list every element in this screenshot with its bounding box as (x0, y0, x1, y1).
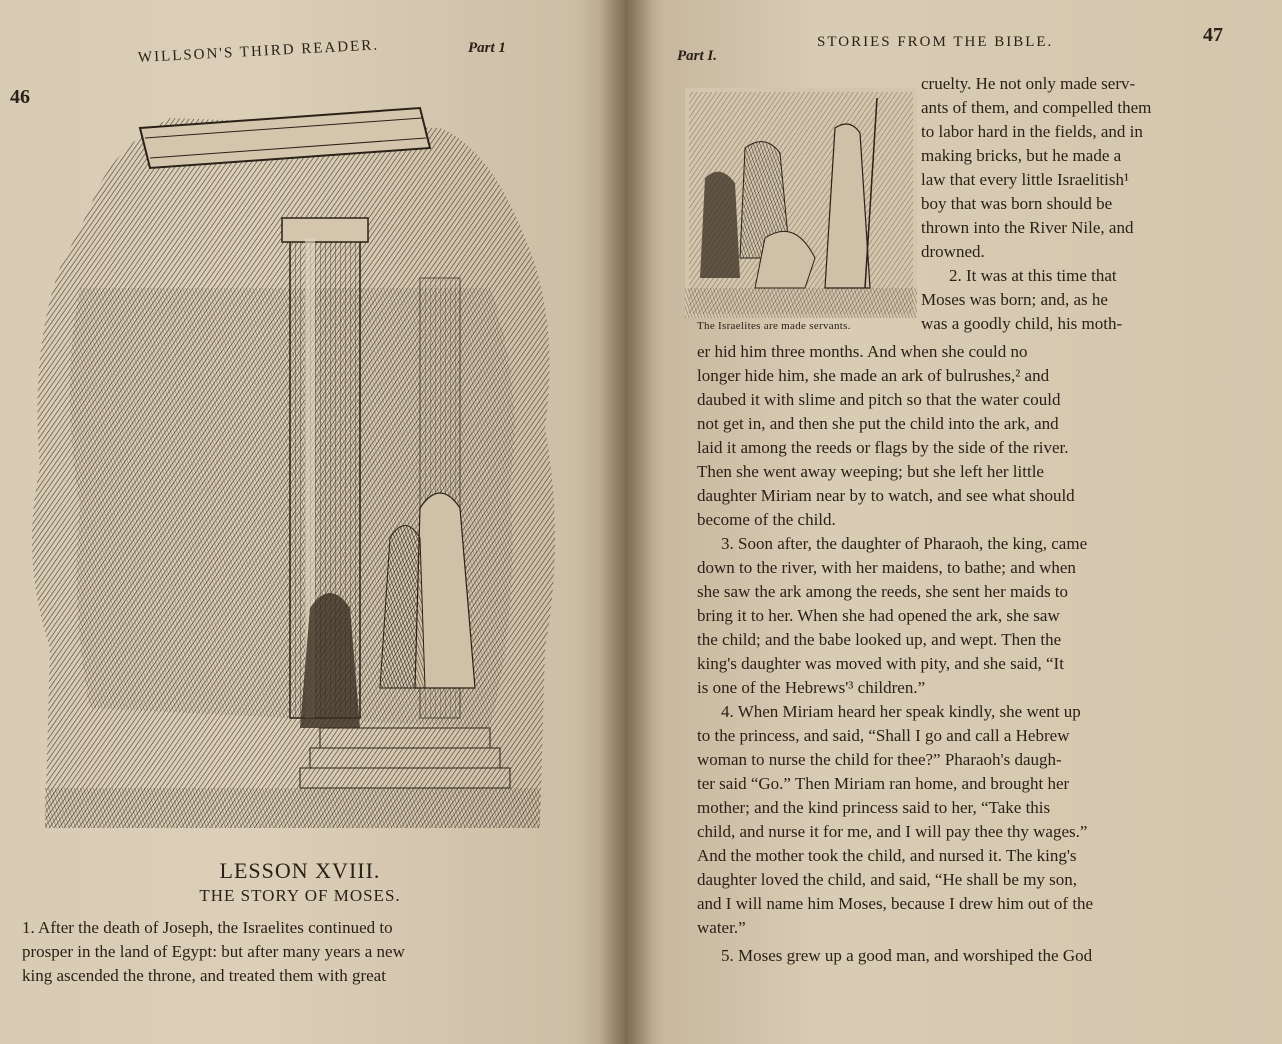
text-line: prosper in the land of Egypt: but after many years a new (22, 942, 405, 961)
text-line: was a goodly child, his moth- (921, 314, 1123, 333)
text-line: not get in, and then she put the child into the ark, and (697, 414, 1059, 433)
text-line: 2. It was at this time that (949, 266, 1117, 285)
text-line: bring it to her. When she had opened the ark, she saw (697, 606, 1060, 625)
body-text-block (697, 340, 1093, 968)
text-line: child, and nurse it for me, and I will pay thee thy wages.” (697, 822, 1088, 841)
text-line: daubed it with slime and pitch so that the water could (697, 390, 1061, 409)
text-line: drowned. (921, 242, 985, 261)
text-line: 3. Soon after, the daughter of Pharaoh, the king, came (721, 534, 1088, 553)
left-running-head: WILLSON'S THIRD READER. (137, 37, 380, 66)
left-page-number: 46 (10, 86, 30, 108)
text-line: And the mother took the child, and nursed it. The king's (697, 846, 1077, 865)
text-line: is one of the Hebrews'³ children.” (697, 678, 926, 697)
text-line: to labor hard in the fields, and in (921, 122, 1143, 141)
illustration-caption: The Israelites are made servants. (697, 320, 851, 332)
right-running-head: STORIES FROM THE BIBLE. (817, 34, 1054, 50)
israelites-servants-illustration (685, 88, 917, 318)
text-line: law that every little Israelitish¹ (921, 170, 1130, 189)
text-line: mother; and the kind princess said to her, “Take this (697, 798, 1051, 817)
text-line: to the princess, and said, “Shall I go and call a Hebrew (697, 726, 1070, 745)
left-part-label: Part 1 (468, 40, 506, 56)
text-line: king's daughter was moved with pity, and she said, “It (697, 654, 1064, 673)
text-line: making bricks, but he made a (921, 146, 1122, 165)
text-line: thrown into the River Nile, and (921, 218, 1134, 237)
text-line: daughter loved the child, and said, “He shall be my son, (697, 870, 1078, 889)
right-page (625, 0, 1282, 1044)
left-page (0, 0, 625, 1044)
text-line: boy that was born should be (921, 194, 1113, 213)
text-line: cruelty. He not only made serv- (921, 74, 1136, 93)
text-line: Then she went away weeping; but she left her little (697, 462, 1044, 481)
right-part-label: Part I. (677, 48, 718, 64)
lesson-title: THE STORY OF MOSES. (199, 886, 401, 905)
right-page-number: 47 (1203, 24, 1223, 46)
text-line: er hid him three months. And when she could no (697, 342, 1028, 361)
lesson-number: LESSON XVIII. (219, 858, 381, 883)
text-line: and I will name him Moses, because I drew him out of the (697, 894, 1094, 913)
text-line: 5. Moses grew up a good man, and worshiped the God (721, 946, 1093, 965)
text-line: she saw the ark among the reeds, she sent her maids to (697, 582, 1069, 601)
book-gutter (600, 0, 652, 1044)
text-line: woman to nurse the child for thee?” Pharaoh's daugh- (697, 750, 1062, 769)
text-line: laid it among the reeds or flags by the side of the river. (697, 438, 1069, 457)
text-line: ter said “Go.” Then Miriam ran home, and brought her (697, 774, 1070, 793)
text-line: king ascended the throne, and treated them with great (22, 966, 386, 985)
text-line: down to the river, with her maidens, to bathe; and when (697, 558, 1076, 577)
text-line: Moses was born; and, as he (921, 290, 1108, 309)
text-line: daughter Miriam near by to watch, and see what should (697, 486, 1075, 505)
wrapped-text-block (921, 72, 1151, 336)
left-paragraph (22, 916, 557, 988)
text-line: the child; and the babe looked up, and wept. Then the (697, 630, 1062, 649)
text-line: longer hide him, she made an ark of bulrushes,² and (697, 366, 1050, 385)
text-line: water.” (697, 918, 746, 937)
text-line: ants of them, and compelled them (921, 98, 1152, 117)
text-line: 4. When Miriam heard her speak kindly, she went up (721, 702, 1081, 721)
text-line: become of the child. (697, 510, 836, 529)
text-line: 1. After the death of Joseph, the Israelites continued to (22, 918, 393, 937)
temple-engraving-illustration (20, 88, 565, 840)
